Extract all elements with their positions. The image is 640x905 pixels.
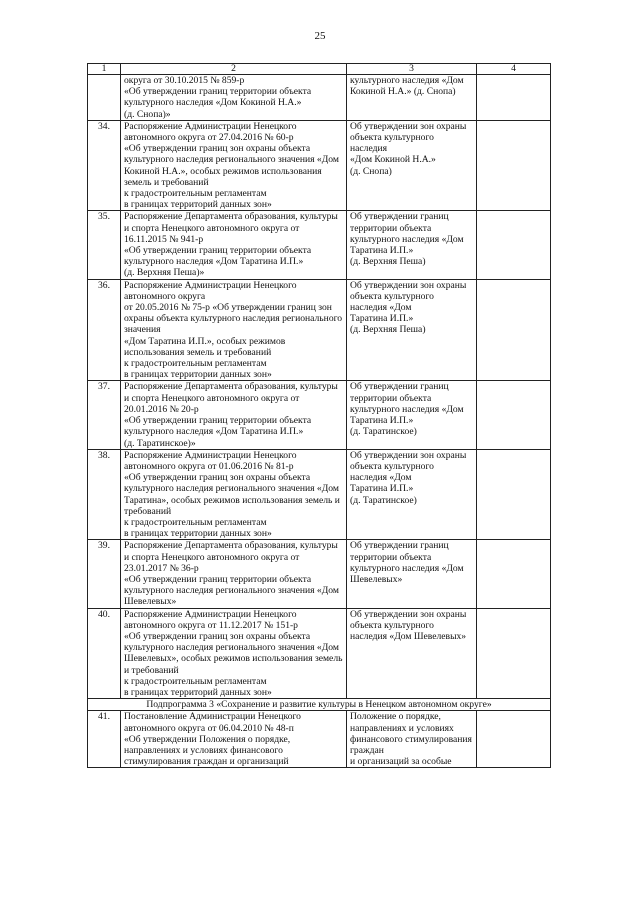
row-number: 39. <box>88 540 121 608</box>
document-cell: Распоряжение Администрации Ненецкого автономного округа от 20.05.2016 № 75-р «Об утверждении границ зон охраны объекта культурного наследия регионального значения «Дом Таратина И.П.», особых режимов использования земель и требований к градостроительным регламентам в границах территории данных зон» <box>121 279 347 381</box>
header-row <box>88 64 551 75</box>
column-header-1: 1 <box>88 64 121 75</box>
column-header-4: 4 <box>477 64 551 75</box>
row-number: 36. <box>88 279 121 381</box>
register-table <box>87 63 551 768</box>
document-cell: округа от 30.10.2015 № 859-р «Об утверждении границ территории объекта культурного наследия «Дом Кокиной Н.А.» (д. Снопа)» <box>121 75 347 121</box>
subprogram-title: Подпрограмма 3 «Сохранение и развитие культуры в Ненецком автономном округе» <box>88 699 551 711</box>
document-cell: Постановление Администрации Ненецкого автономного округа от 06.04.2010 № 48-п «Об утверждении Положения о порядке, направлениях и условиях финансового стимулирования граждан и организаций <box>121 711 347 768</box>
column-header-2: 2 <box>121 64 347 75</box>
subject-cell: Об утверждении границ территории объекта культурного наследия «Дом Шевелевых» <box>347 540 477 608</box>
row-number: 41. <box>88 711 121 768</box>
row-number <box>88 75 121 121</box>
note-cell <box>477 120 551 211</box>
subject-cell: Об утверждении зон охраны объекта культурного наследия «Дом Таратина И.П.» (д. Верхняя Пеша) <box>347 279 477 381</box>
row-number: 40. <box>88 608 121 699</box>
note-cell <box>477 381 551 449</box>
table-row <box>88 711 551 768</box>
page-number: 25 <box>314 30 326 42</box>
table-row <box>88 279 551 381</box>
note-cell <box>477 711 551 768</box>
note-cell <box>477 608 551 699</box>
note-cell <box>477 75 551 121</box>
note-cell <box>477 279 551 381</box>
row-number: 35. <box>88 211 121 279</box>
subprogram-row <box>88 699 551 711</box>
document-cell: Распоряжение Администрации Ненецкого автономного округа от 01.06.2016 № 81-р «Об утверждении границ зон охраны объекта культурного наследия регионального значения «Дом Таратина», особых режимов использования земель и требований к градостроительным регламентам в границах территории данных зон» <box>121 449 347 540</box>
subject-cell: Положение о порядке, направлениях и условиях финансового стимулирования граждан и организаций за особые <box>347 711 477 768</box>
row-number: 37. <box>88 381 121 449</box>
table-row <box>88 449 551 540</box>
document-cell: Распоряжение Администрации Ненецкого автономного округа от 27.04.2016 № 60-р «Об утверждении границ зон охраны объекта культурного наследия регионального значения «Дом Кокиной Н.А.», особых режимов использования земель и требований к градостроительным регламентам в границах территорий данных зон» <box>121 120 347 211</box>
row-number: 34. <box>88 120 121 211</box>
subject-cell: культурного наследия «Дом Кокиной Н.А.» (д. Снопа) <box>347 75 477 121</box>
table-row <box>88 75 551 121</box>
note-cell <box>477 540 551 608</box>
note-cell <box>477 211 551 279</box>
table-row <box>88 120 551 211</box>
column-header-3: 3 <box>347 64 477 75</box>
document-cell: Распоряжение Департамента образования, культуры и спорта Ненецкого автономного округа от 16.11.2015 № 941-р «Об утверждении границ территории объекта культурного наследия «Дом Таратина И.П.» (д. Верхняя Пеша)» <box>121 211 347 279</box>
table-row <box>88 381 551 449</box>
table-row <box>88 211 551 279</box>
subject-cell: Об утверждении границ территории объекта культурного наследия «Дом Таратина И.П.» (д. Таратинское) <box>347 381 477 449</box>
document-cell: Распоряжение Администрации Ненецкого автономного округа от 11.12.2017 № 151-р «Об утверждении границ зон охраны объекта культурного наследия регионального значения «Дом Шевелевых», особых режимов использования земель и требований к градостроительным регламентам в границах территорий данных зон» <box>121 608 347 699</box>
document-cell: Распоряжение Департамента образования, культуры и спорта Ненецкого автономного округа от 23.01.2017 № 36-р «Об утверждении границ территории объекта культурного наследия регионального значения «Дом Шевелевых» <box>121 540 347 608</box>
table-row <box>88 540 551 608</box>
subject-cell: Об утверждении зон охраны объекта культурного наследия «Дом Кокиной Н.А.» (д. Снопа) <box>347 120 477 211</box>
row-number: 38. <box>88 449 121 540</box>
note-cell <box>477 449 551 540</box>
subject-cell: Об утверждении границ территории объекта культурного наследия «Дом Таратина И.П.» (д. Верхняя Пеша) <box>347 211 477 279</box>
subject-cell: Об утверждении зон охраны объекта культурного наследия «Дом Шевелевых» <box>347 608 477 699</box>
subject-cell: Об утверждении зон охраны объекта культурного наследия «Дом Таратина И.П.» (д. Таратинское) <box>347 449 477 540</box>
table-row <box>88 608 551 699</box>
document-cell: Распоряжение Департамента образования, культуры и спорта Ненецкого автономного округа от 20.01.2016 № 20-р «Об утверждении границ территории объекта культурного наследия «Дом Таратина И.П.» (д. Таратинское)» <box>121 381 347 449</box>
